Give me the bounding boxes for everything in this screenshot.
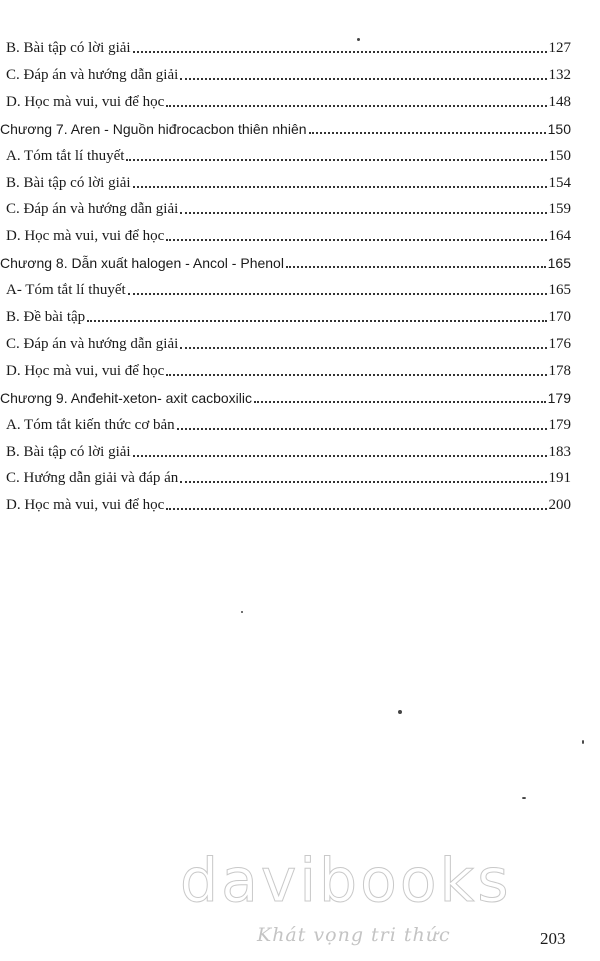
toc-entry-title: D. Học mà vui, vui để học	[6, 362, 165, 379]
toc-entry-page: 150	[548, 147, 571, 164]
toc-entry-title: Chương 8. Dẫn xuất halogen - Ancol - Phenol	[0, 255, 284, 272]
toc-entry-page: 132	[548, 66, 571, 83]
toc-entry-page: 200	[548, 497, 571, 514]
dot-leader	[87, 320, 546, 322]
toc-entry-title: D. Học mà vui, vui để học	[6, 228, 165, 245]
toc-section-entry	[0, 304, 571, 326]
toc-entry-page: 179	[548, 416, 571, 433]
toc-entry-title: A- Tóm tắt lí thuyết	[6, 282, 126, 299]
toc-section-entry	[0, 62, 571, 84]
toc-entry-title: B. Bài tập có lời giải	[6, 443, 131, 460]
toc-entry-page: 154	[548, 174, 571, 191]
toc-entry-page: 127	[548, 40, 571, 56]
toc-section-entry	[0, 439, 571, 461]
dot-leader	[126, 159, 546, 161]
dot-leader	[133, 455, 547, 457]
dot-leader	[286, 266, 546, 268]
toc-entry-page: 170	[548, 309, 571, 325]
toc-section-entry	[0, 35, 571, 57]
toc-entry-page: 165	[547, 255, 571, 272]
dot-leader	[180, 481, 546, 483]
toc-entry-title: C. Đáp án và hướng dẫn giải	[6, 66, 179, 83]
dust-speck	[398, 710, 402, 714]
dot-leader	[128, 293, 547, 295]
toc-entry-title: B. Bài tập có lời giải	[6, 40, 131, 56]
toc-section-entry	[0, 492, 571, 514]
dot-leader	[133, 51, 547, 53]
toc-entry-page: 164	[548, 228, 571, 245]
toc-entry-page: 150	[547, 120, 571, 137]
watermark-brand: davibooks	[180, 846, 512, 916]
dot-leader	[166, 239, 546, 241]
toc-section-entry	[0, 143, 571, 165]
dot-leader	[309, 132, 546, 134]
toc-entry-title: A. Tóm tắt kiến thức cơ bản	[6, 416, 175, 433]
dot-leader	[254, 401, 546, 403]
toc-entry-page: 191	[548, 470, 571, 487]
dust-speck	[357, 38, 360, 41]
dot-leader	[166, 105, 546, 107]
toc-entry-title: D. Học mà vui, vui để học	[6, 497, 165, 514]
toc-section-entry	[0, 412, 571, 434]
dot-leader	[177, 428, 547, 430]
page-number: 203	[540, 929, 566, 948]
dust-speck	[582, 740, 584, 744]
toc-entry-title: B. Bài tập có lời giải	[6, 174, 131, 191]
toc-section-entry	[0, 465, 571, 487]
toc-entry-page: 165	[548, 282, 571, 299]
dot-leader	[180, 212, 546, 214]
toc-entry-page: 183	[548, 443, 571, 460]
toc-chapter-entry	[0, 116, 571, 138]
dot-leader	[133, 186, 547, 188]
toc-entry-page: 179	[547, 389, 571, 406]
dot-leader	[166, 508, 546, 510]
toc-entry-title: Chương 7. Aren - Nguồn hiđrocacbon thiên nhiên	[0, 120, 307, 137]
toc-entry-page: 148	[548, 93, 571, 110]
toc-entry-title: C. Đáp án và hướng dẫn giải	[6, 335, 179, 352]
dust-speck	[522, 797, 526, 799]
toc-section-entry	[0, 170, 571, 192]
toc-entry-title: A. Tóm tắt lí thuyết	[6, 147, 125, 164]
toc-section-entry	[0, 277, 571, 299]
toc-entry-title: B. Đề bài tập	[6, 309, 86, 325]
watermark-tagline: Khát vọng tri thức	[257, 924, 451, 946]
toc-chapter-entry	[0, 250, 571, 272]
toc-section-entry	[0, 223, 571, 245]
dot-leader	[180, 347, 546, 349]
dot-leader	[180, 78, 546, 80]
toc-entry-page: 159	[548, 201, 571, 218]
toc-chapter-entry	[0, 385, 571, 407]
toc-entry-page: 178	[548, 362, 571, 379]
toc-section-entry	[0, 331, 571, 353]
toc-entry-title: Chương 9. Anđehit-xeton- axit cacboxilic	[0, 389, 253, 406]
toc-section-entry	[0, 358, 571, 380]
toc-entry-title: C. Đáp án và hướng dẫn giải	[6, 201, 179, 218]
dust-speck	[241, 611, 243, 613]
toc-section-entry	[0, 89, 571, 111]
toc-section-entry	[0, 196, 571, 218]
toc-entry-page: 176	[548, 335, 571, 352]
toc-entry-title: C. Hướng dẫn giải và đáp án	[6, 470, 179, 487]
toc-entry-title: D. Học mà vui, vui để học	[6, 93, 165, 110]
dot-leader	[166, 374, 546, 376]
